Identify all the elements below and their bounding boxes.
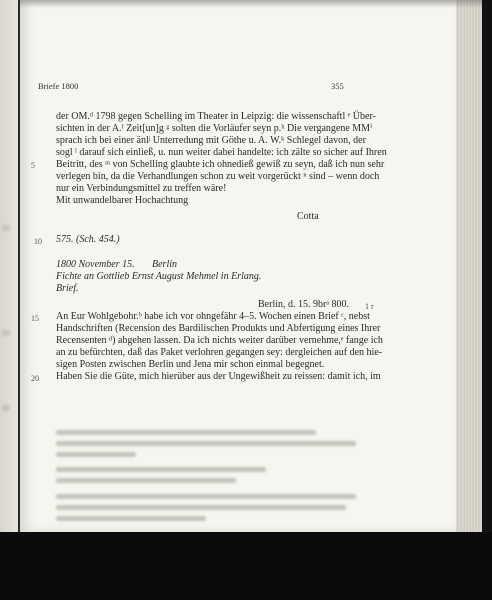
running-head: Briefe 1800	[38, 81, 79, 91]
line-number: 15	[31, 314, 39, 323]
letter-type: Brief.	[56, 283, 79, 294]
line-number: 5	[31, 161, 35, 170]
facing-page-mark	[2, 405, 10, 411]
blurred-footnote-line	[56, 516, 206, 521]
text-line: der OM.ᵈ 1798 gegen Schelling im Theater in Leipzig: die wissenschaftl ᵉ Über-	[56, 111, 376, 122]
blurred-footnote-line	[56, 452, 136, 457]
letter-addressee: Fichte an Gottlieb Ernst August Mehmel in Erlang.	[56, 271, 262, 282]
line-number: 20	[31, 374, 39, 383]
letter-place: Berlin	[152, 259, 177, 270]
text-line: Recensenten ᵈ) abgehen lassen. Da ich nichts weiter darüber vernehme,ᵉ fange ich	[56, 335, 383, 346]
text-line: sogl ˡ darauf sich einließ, u. nun weiter dabei handelte: ich zälte so sicher auf Ihren	[56, 147, 387, 158]
dateline: Berlin, d. 15. 9brᵃ 800.	[258, 299, 350, 310]
text-line: Beitritt, des ᵐ von Schelling glaubte ich ohnedieß gewiß zu seyn, daß ich nun sehr	[56, 159, 385, 170]
blurred-footnote-line	[56, 430, 316, 435]
text-line: an zu befürchten, daß das Paket verlohren gegangen sey: dergleichen auf den hie-	[56, 347, 383, 358]
signature: Cotta	[297, 211, 319, 222]
facing-page-mark	[2, 225, 10, 231]
facing-page-edge	[0, 0, 18, 532]
text-line: Mit unwandelbarer Hochachtung	[56, 195, 189, 206]
scan-background	[0, 532, 492, 600]
folio-mark: 1 r	[365, 302, 374, 311]
text-line: An Eur Wohlgebohr.ᵇ habe ich vor ohngefähr 4–5. Wochen einen Brief ᶜ, nebst	[56, 311, 370, 322]
blurred-footnote-line	[56, 494, 356, 499]
text-line: Handschriften (Recension des Bardilischen Produkts und Abfertigung eines Ihrer	[56, 323, 381, 334]
text-line: sigen Posten zwischen Berlin und Jena mir schon einmal begegnet.	[56, 359, 325, 370]
text-line: nur ein Verbindungsmittel zu treffen wäre!	[56, 183, 227, 194]
text-line: sichten in der A.ᶠ Zeit[un]g ᵍ solten die Vorläufer seyn p.ʰ Die vergangene MMⁱ	[56, 123, 373, 134]
top-shadow	[20, 0, 482, 8]
text-line: Haben Sie die Güte, mich hierüber aus der Ungewißheit zu reissen: damit ich, im	[56, 371, 381, 382]
text-line: sprach ich bei einer änlʲ Unterredung mit Göthe u. A. W.ᵏ Schlegel davon, der	[56, 135, 366, 146]
page-stack-edges	[456, 0, 482, 532]
text-line: verlegen bin, da die Verhandlungen schon zu weit vorgerückt ⁿ sind – wenn doch	[56, 171, 380, 182]
letter-date: 1800 November 15.	[56, 259, 135, 270]
letter-number-heading: 575. (Sch. 454.)	[56, 234, 120, 245]
blurred-footnote-line	[56, 467, 266, 472]
blurred-footnote-line	[56, 441, 356, 446]
facing-page-mark	[2, 330, 10, 336]
page-number: 355	[331, 81, 344, 91]
blurred-footnote-line	[56, 505, 346, 510]
blurred-footnote-line	[56, 478, 236, 483]
line-number: 10	[34, 237, 42, 246]
